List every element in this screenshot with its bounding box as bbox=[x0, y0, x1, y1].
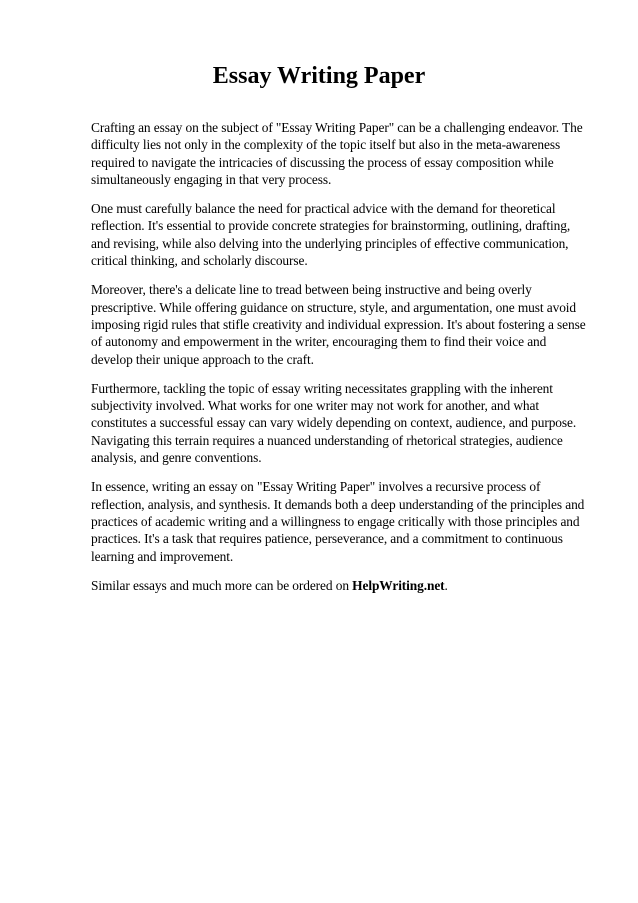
paragraph-1: Crafting an essay on the subject of "Essay Writing Paper" can be a challenging endeavor. The difficulty lies not only in the complexity of the topic itself but also in the meta-awareness required to navigate the intricacies of discussing the process of essay composition while simultaneously engaging in that very process. bbox=[91, 120, 583, 187]
helpwriting-link[interactable]: HelpWriting.net bbox=[352, 577, 445, 593]
order-note-text: Similar essays and much more can be ordered on bbox=[91, 577, 353, 593]
order-note bbox=[91, 577, 591, 594]
document-title: Essay Writing Paper bbox=[212, 63, 426, 89]
paragraph-3: Moreover, there's a delicate line to tread between being instructive and being overly prescriptive. While offering guidance on structure, style, and argumentation, one must avoid imposing rigid rules that stifle creativity and individual expression. It's about fostering a sense of autonomy and empowerment in the writer, encouraging them to find their voice and develop their unique approach to the craft. bbox=[91, 282, 586, 367]
order-note-suffix: . bbox=[444, 577, 448, 593]
document-body bbox=[91, 119, 591, 606]
paragraph-4: Furthermore, tackling the topic of essay writing necessitates grappling with the inherent subjectivity involved. What works for one writer may not work for another, and what constitutes a successful essay can vary widely depending on context, audience, and purpose. Navigating this terrain requires a nuanced understanding of rhetorical strategies, audience analysis, and genre conventions. bbox=[91, 380, 577, 466]
paragraph-5: In essence, writing an essay on "Essay Writing Paper" involves a recursive process of reflection, analysis, and synthesis. It demands both a deep understanding of the principles and practices of academic writing and a willingness to engage critically with those principles and practices. It's a task that requires patience, perseverance, and a commitment to continuous learning and improvement. bbox=[91, 479, 585, 564]
paragraph-2: One must carefully balance the need for practical advice with the demand for theoretical reflection. It's essential to provide concrete strategies for brainstorming, outlining, drafting, and revising, while also delving into the underlying principles of effective communication, critical thinking, and scholarly discourse. bbox=[91, 201, 571, 269]
